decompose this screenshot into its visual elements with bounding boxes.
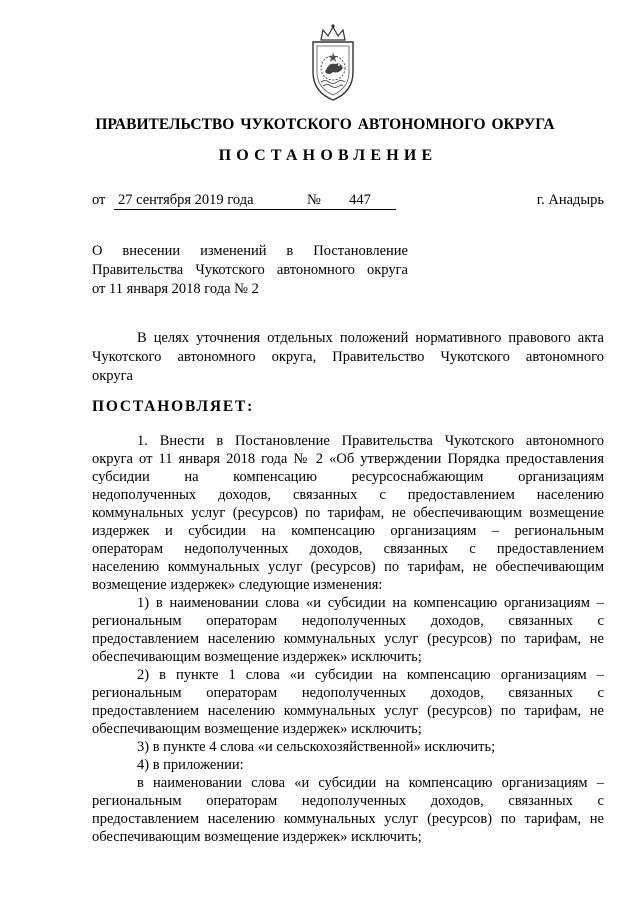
document-meta-row [92,192,604,214]
body-line: предоставлением населению коммунальных услуг (ресурсов) по тарифам, не [92,703,604,719]
body-line: обеспечивающим возмещение издержек» исключить; [92,721,422,737]
body-line: 1) в наименовании слова «и субсидии на компенсацию организациям – [137,595,604,611]
body-line: обеспечивающим возмещение издержек» исключить; [92,649,422,665]
body-line: округа от 11 января 2018 года № 2 «Об утверждении Порядка предоставления [92,451,604,467]
subject-line: О внесении изменений в Постановление [92,243,408,259]
body-line: региональным операторам недополученных доходов, связанных с [92,793,604,809]
government-title: ПРАВИТЕЛЬСТВО ЧУКОТСКОГО АВТОНОМНОГО ОКРУГА [95,116,555,133]
body-line: 3) в пункте 4 слова «и сельскохозяйственной» исключить; [137,739,496,755]
preamble-paragraph [92,329,604,386]
body-line: предоставлением населению коммунальных услуг (ресурсов) по тарифам, не [92,631,604,647]
body-line: недополученных доходов, связанных с предоставлением населению [92,487,604,503]
subject-line: Правительства Чукотского автономного округа [92,262,408,278]
subject-line: от 11 января 2018 года № 2 [92,281,259,297]
document-subject [92,242,408,299]
preamble-line: В целях уточнения отдельных положений нормативного правового акта [137,330,604,346]
body-line: 4) в приложении: [137,757,244,773]
body-line: коммунальных услуг (ресурсов) по тарифам, не обеспечивающим возмещение [92,505,604,521]
date-prefix: от [92,192,106,208]
coat-of-arms-emblem [303,22,363,104]
body-line: операторам недополученных доходов, связанных с предоставлением [92,541,604,557]
body-line: региональным операторам недополученных доходов, связанных с [92,685,604,701]
document-city: г. Анадырь [536,192,604,208]
body-line: субсидии на компенсацию ресурсоснабжающим организациям [92,469,604,485]
body-line: 2) в пункте 1 слова «и субсидии на компенсацию организациям – [137,667,604,683]
body-line: региональным операторам недополученных доходов, связанных с [92,613,604,629]
number-sign: № [307,192,321,208]
body-line: возмещение издержек» следующие изменения: [92,577,383,593]
document-number: 447 [324,192,396,210]
body-line: населению коммунальных услуг (ресурсов) по тарифам, не обеспечивающим [92,559,604,575]
resolution-body [92,432,604,846]
body-line: издержек и субсидии на компенсацию организациям – региональным [92,523,604,539]
resolve-heading: ПОСТАНОВЛЯЕТ: [92,398,255,415]
document-date: 27 сентября 2019 года [114,192,366,210]
body-line: в наименовании слова «и субсидии на компенсацию организациям – [137,775,604,791]
body-line: предоставлением населению коммунальных услуг (ресурсов) по тарифам, не [92,811,604,827]
body-line: 1. Внести в Постановление Правительства Чукотского автономного [137,433,604,449]
document-type-title: ПОСТАНОВЛЕНИЕ [218,147,438,164]
preamble-line: округа [92,368,133,384]
body-line: обеспечивающим возмещение издержек» исключить; [92,829,422,845]
preamble-line: Чукотского автономного округа, Правительство Чукотского автономного [92,349,604,365]
